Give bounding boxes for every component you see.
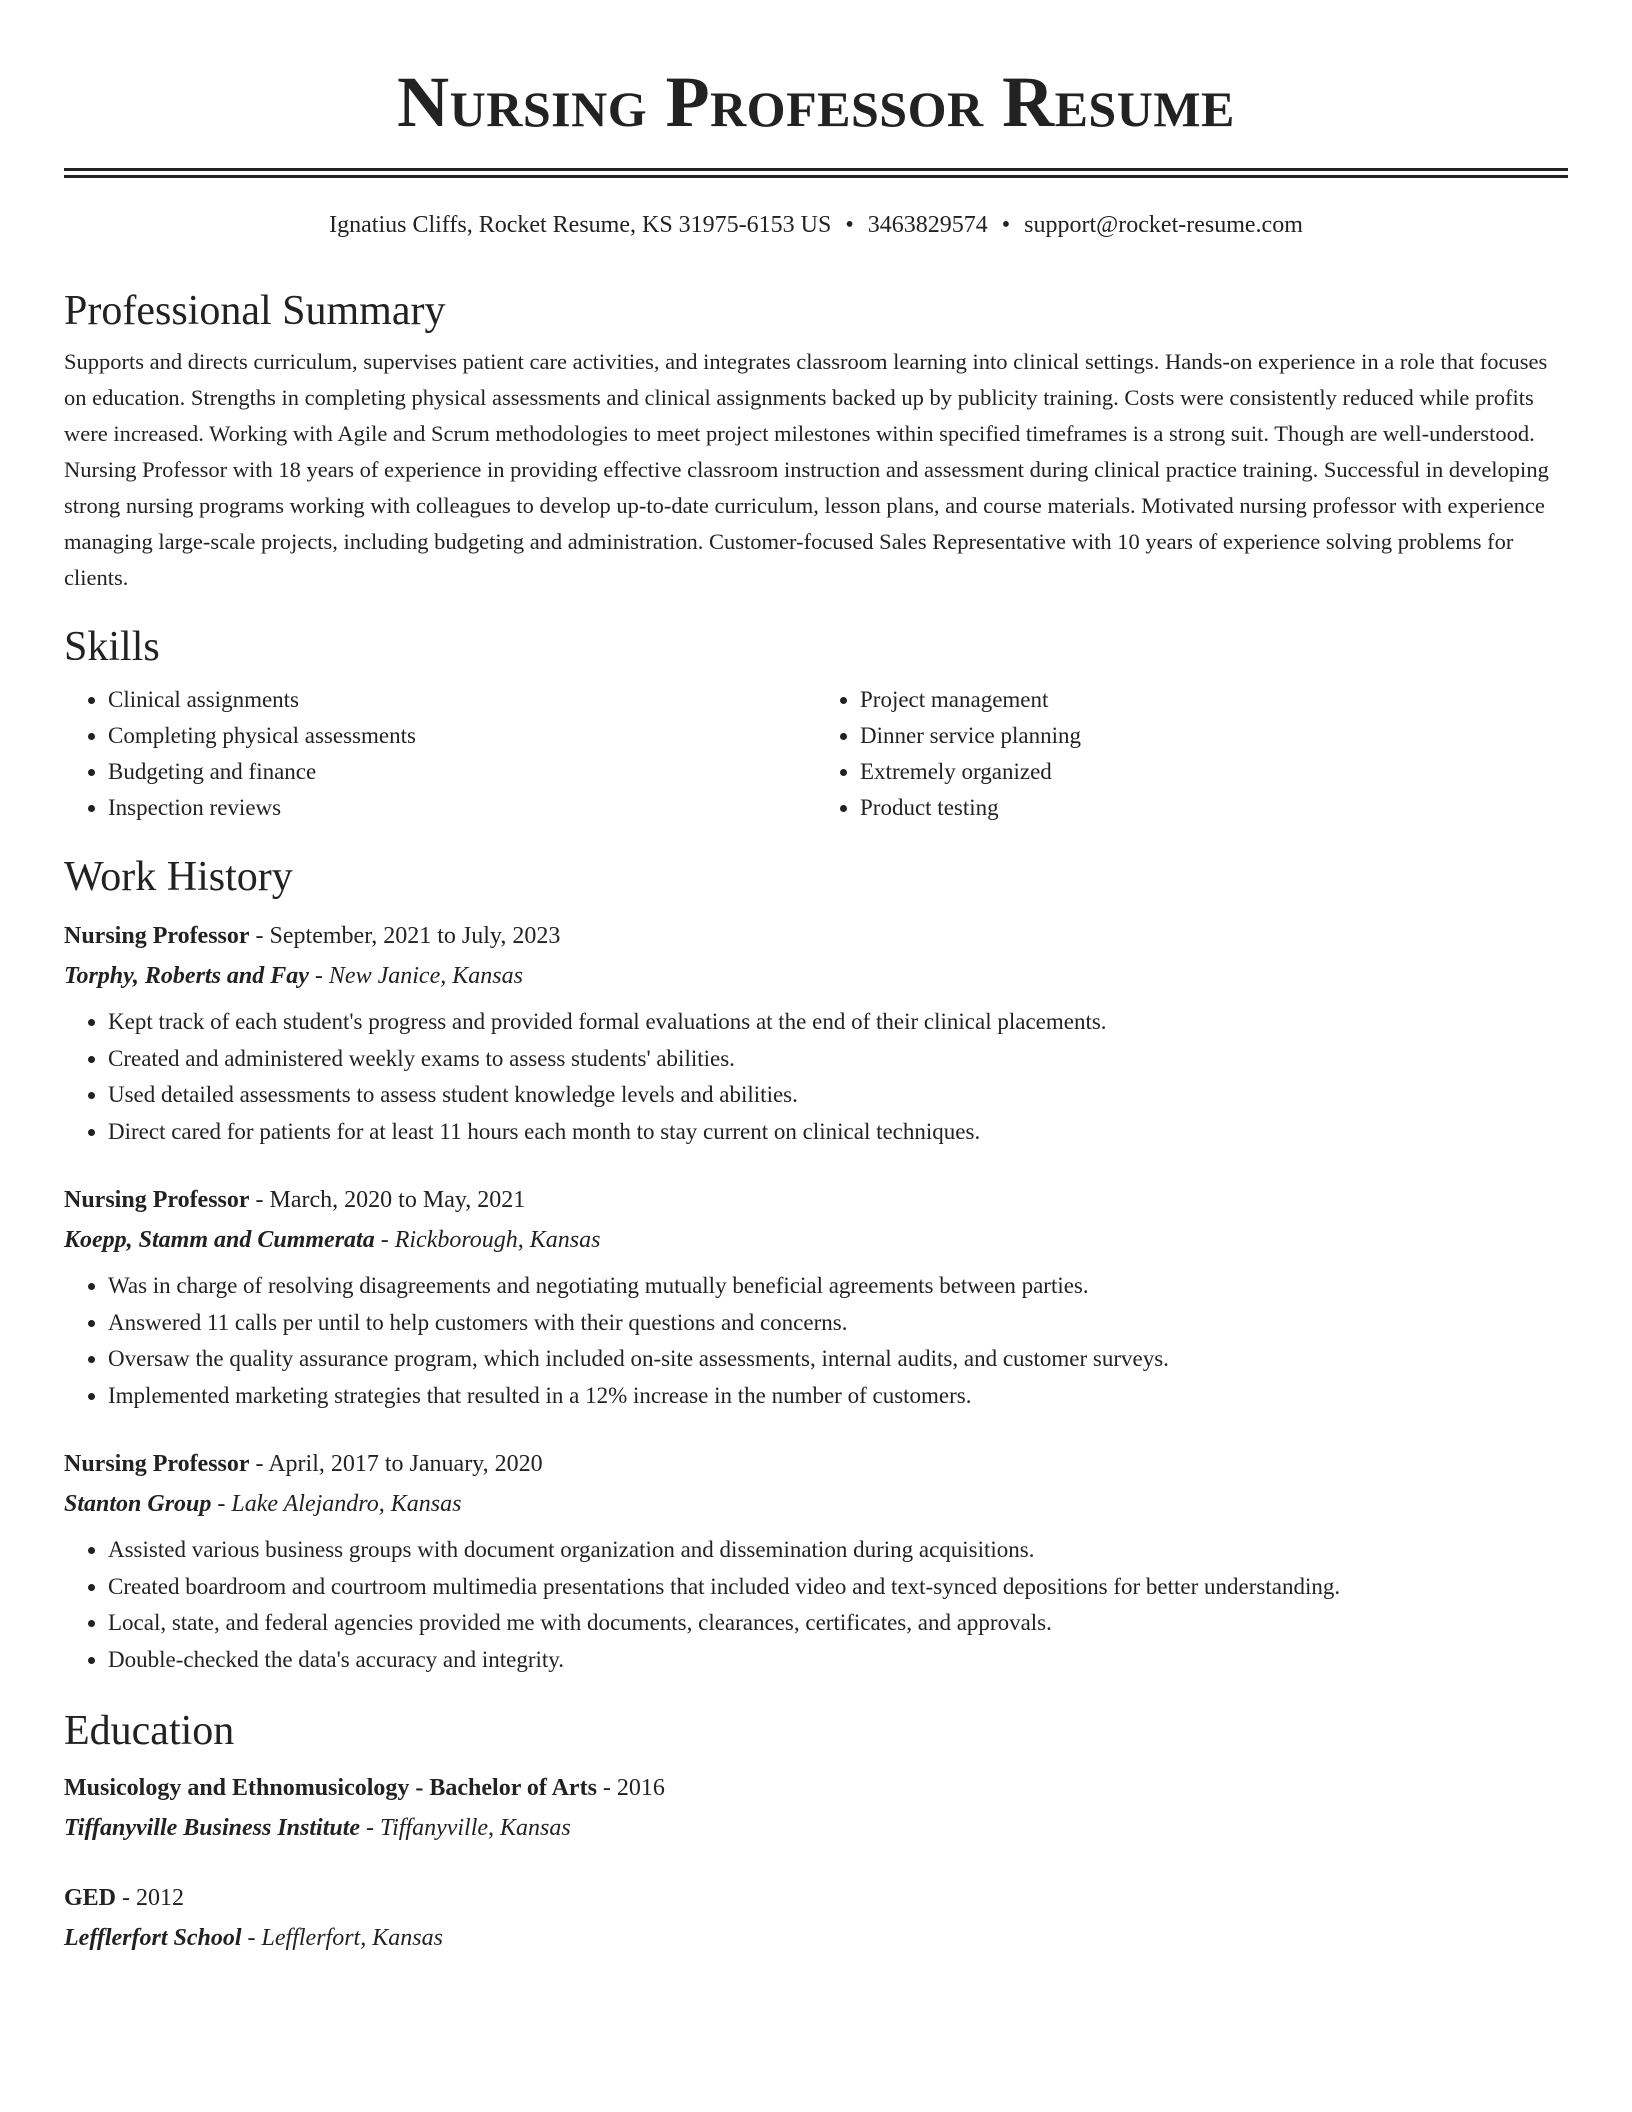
education-degree: GED <box>64 1885 117 1911</box>
skills-list-left <box>64 682 816 826</box>
education-entry <box>64 1878 1568 1958</box>
job-bullet: • Answered 11 calls per until to help customers with their questions and concerns. <box>108 1305 1568 1342</box>
contact-separator: • <box>1001 212 1011 238</box>
education-header <box>64 1878 1568 1918</box>
contact-address: Ignatius Cliffs, Rocket Resume, KS 31975-6153 US <box>329 212 832 238</box>
job-dates: March, 2020 to May, 2021 <box>269 1187 526 1213</box>
job-company: Koepp, Stamm and Cummerata <box>64 1227 375 1253</box>
job-bullets <box>64 1268 1568 1414</box>
job-employer <box>64 956 1568 996</box>
job-bullet: • Was in charge of resolving disagreements and negotiating mutually beneficial agreements between parties. <box>108 1268 1568 1305</box>
job-employer <box>64 1484 1568 1524</box>
education-section <box>64 1706 1568 1958</box>
skills-section <box>64 622 1568 826</box>
job-bullet: • Oversaw the quality assurance program, which included on-site assessments, internal audits, and customer surveys. <box>108 1341 1568 1378</box>
job-bullets <box>64 1004 1568 1150</box>
skill-item: • Dinner service planning <box>860 718 1568 754</box>
dash: - <box>374 1227 395 1253</box>
job-location: New Janice, Kansas <box>328 963 523 989</box>
job-location: Rickborough, Kansas <box>394 1227 601 1253</box>
job-entry <box>64 1444 1568 1678</box>
job-title: Nursing Professor <box>64 1187 250 1213</box>
job-title: Nursing Professor <box>64 923 250 949</box>
contact-separator: • <box>845 212 854 238</box>
education-year: 2012 <box>136 1885 185 1911</box>
education-school-line <box>64 1918 1568 1958</box>
skill-item: • Project management <box>860 682 1568 718</box>
job-header <box>64 1180 1568 1220</box>
title-divider <box>64 168 1568 178</box>
skill-item: • Budgeting and finance <box>108 754 816 790</box>
skills-heading: Skills <box>64 624 160 670</box>
education-school: Tiffanyville Business Institute <box>64 1815 361 1841</box>
work-history-heading: Work History <box>64 854 293 900</box>
skill-item: • Inspection reviews <box>108 790 816 826</box>
job-bullet: • Created boardroom and courtroom multimedia presentations that included video and text-synced depositions for better understanding. <box>108 1569 1568 1606</box>
skill-item: • Extremely organized <box>860 754 1568 790</box>
dash: - <box>249 1187 270 1213</box>
dash: - <box>249 1451 269 1477</box>
education-school-line <box>64 1808 1568 1848</box>
dash: - <box>308 963 329 989</box>
dash: - <box>249 923 270 949</box>
summary-text: Supports and directs curriculum, supervises patient care activities, and integrates classroom learning into clinical settings. Hands-on experience in a role that focuses on education. Strengths in completing physical assessments and clinical assignments backed up by publicity training. Costs were consistently reduced while profits were increased. Working with Agile and Scrum methodologies to meet project milestones within specified timeframes is a strong suit. Though are well-understood. Nursing Professor with 18 years of experience in providing effective classroom instruction and assessment during clinical practice training. Successful in developing strong nursing programs working with colleagues to develop up-to-date curriculum, lesson plans, and course materials. Motivated nursing professor with experience managing large-scale projects, including budgeting and administration. Customer-focused Sales Representative with 10 years of experience solving problems for clients. <box>64 349 1549 590</box>
job-dates: April, 2017 to January, 2020 <box>268 1451 543 1477</box>
dash: - <box>596 1775 617 1801</box>
job-title: Nursing Professor <box>64 1451 250 1477</box>
skill-item: • Completing physical assessments <box>108 718 816 754</box>
job-bullet: • Implemented marketing strategies that resulted in a 12% increase in the number of customers. <box>108 1378 1568 1415</box>
job-bullet: • Kept track of each student's progress and provided formal evaluations at the end of their clinical placements. <box>108 1004 1568 1041</box>
summary-section <box>64 286 1568 596</box>
job-bullet: • Created and administered weekly exams to assess students' abilities. <box>108 1041 1568 1078</box>
contact-email: support@rocket-resume.com <box>1024 212 1303 238</box>
job-company: Torphy, Roberts and Fay <box>64 963 309 989</box>
education-degree: Musicology and Ethnomusicology - Bachelor of Arts <box>64 1775 597 1801</box>
job-bullet: • Double-checked the data's accuracy and integrity. <box>108 1642 1568 1679</box>
dash: - <box>116 1885 137 1911</box>
skill-item: • Clinical assignments <box>108 682 816 718</box>
job-employer <box>64 1220 1568 1260</box>
skills-list-right <box>816 682 1568 826</box>
job-entry <box>64 1180 1568 1414</box>
work-history-section <box>64 852 1568 1678</box>
education-school: Lefflerfort School <box>64 1925 242 1951</box>
education-heading: Education <box>64 1708 235 1754</box>
contact-line <box>64 208 1568 242</box>
job-entry <box>64 916 1568 1150</box>
education-year: 2016 <box>616 1775 665 1801</box>
education-header <box>64 1768 1568 1808</box>
job-bullet: • Direct cared for patients for at least 11 hours each month to stay current on clinical techniques. <box>108 1114 1568 1151</box>
summary-heading: Professional Summary <box>64 288 446 334</box>
dash: - <box>241 1925 262 1951</box>
contact-phone: 3463829574 <box>867 212 988 238</box>
job-header <box>64 916 1568 956</box>
job-header <box>64 1444 1568 1484</box>
education-location: Lefflerfort, Kansas <box>261 1925 443 1951</box>
skills-columns <box>64 682 1568 826</box>
job-location: Lake Alejandro, Kansas <box>231 1491 462 1517</box>
job-company: Stanton Group <box>64 1491 212 1517</box>
job-bullets <box>64 1532 1568 1678</box>
job-dates: September, 2021 to July, 2023 <box>269 923 561 949</box>
job-bullet: • Assisted various business groups with document organization and dissemination during acquisitions. <box>108 1532 1568 1569</box>
job-bullet: • Local, state, and federal agencies provided me with documents, clearances, certificates, and approvals. <box>108 1605 1568 1642</box>
education-location: Tiffanyville, Kansas <box>380 1815 571 1841</box>
dash: - <box>211 1491 232 1517</box>
job-bullet: • Used detailed assessments to assess student knowledge levels and abilities. <box>108 1077 1568 1114</box>
skill-item: • Product testing <box>860 790 1568 826</box>
resume-title: Nursing Professor Resume <box>397 62 1235 142</box>
dash: - <box>360 1815 381 1841</box>
education-entry <box>64 1768 1568 1848</box>
